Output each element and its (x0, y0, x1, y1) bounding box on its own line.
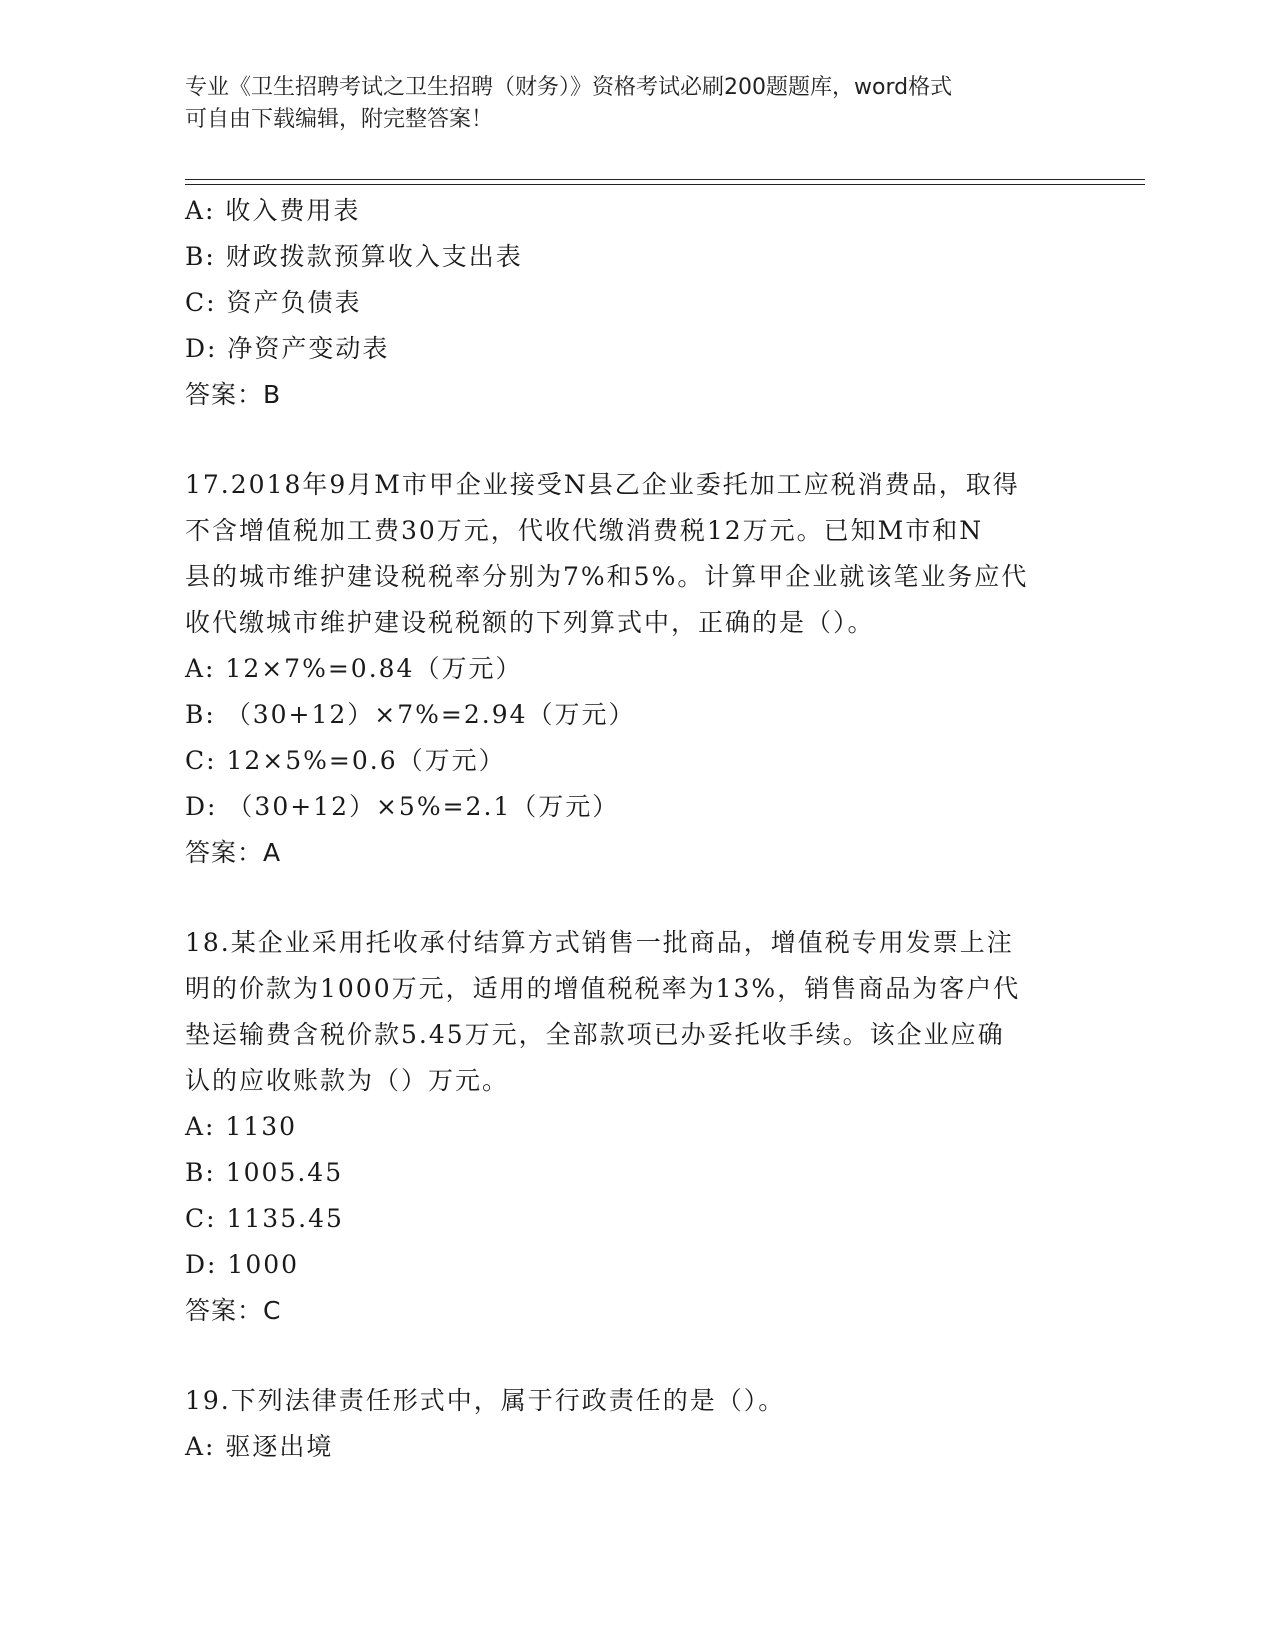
option-c: C: 12×5%=0.6（万元） (185, 746, 506, 775)
option-a: A: 12×7%=0.84（万元） (185, 654, 523, 683)
header-line-1: 专业《卫生招聘考试之卫生招聘（财务）》资格考试必刷200题题库，word格式 (185, 75, 953, 100)
option-d: D: 净资产变动表 (185, 334, 390, 363)
option-d: D: （30+12）×5%=2.1（万元） (185, 792, 620, 821)
question-text-line: 19.下列法律责任形式中，属于行政责任的是（）。 (185, 1386, 786, 1415)
option-c: C: 资产负债表 (185, 288, 362, 317)
option-a: A: 1130 (185, 1112, 298, 1141)
document-header (185, 72, 1065, 136)
answer: 答案：C (185, 1296, 282, 1325)
question-block-19 (185, 1378, 1085, 1470)
question-text-line: 18.某企业采用托收承付结算方式销售一批商品，增值税专用发票上注 (185, 928, 1014, 957)
header-line-2: 可自由下载编辑，附完整答案！ (185, 107, 494, 132)
question-text-line: 收代缴城市维护建设税税额的下列算式中，正确的是（）。 (185, 608, 875, 637)
question-text-line: 县的城市维护建设税税率分别为7%和5%。计算甲企业就该笔业务应代 (185, 562, 1029, 591)
option-b: B: （30+12）×7%=2.94（万元） (185, 700, 636, 729)
option-a: A: 驱逐出境 (185, 1432, 334, 1461)
option-a: A: 收入费用表 (185, 196, 361, 225)
answer: 答案：A (185, 838, 282, 867)
question-text-line: 认的应收账款为（）万元。 (185, 1066, 510, 1095)
question-text-line: 不含增值税加工费30万元，代收代缴消费税12万元。已知M市和N (185, 516, 984, 545)
question-block-17 (185, 462, 1085, 876)
header-rule-top (185, 179, 1145, 180)
option-c: C: 1135.45 (185, 1204, 344, 1233)
answer: 答案：B (185, 380, 282, 409)
option-b: B: 财政拨款预算收入支出表 (185, 242, 523, 271)
question-content (185, 188, 1085, 1470)
option-b: B: 1005.45 (185, 1158, 344, 1187)
question-text-line: 明的价款为1000万元，适用的增值税税率为13%，销售商品为客户代 (185, 974, 1021, 1003)
question-text-line: 17.2018年9月M市甲企业接受N县乙企业委托加工应税消费品，取得 (185, 470, 1020, 499)
question-text-line: 垫运输费含税价款5.45万元，全部款项已办妥托收手续。该企业应确 (185, 1020, 1005, 1049)
question-block-18 (185, 920, 1085, 1334)
question-block-16 (185, 188, 1085, 418)
option-d: D: 1000 (185, 1250, 300, 1279)
header-rule-bottom (185, 184, 1145, 185)
